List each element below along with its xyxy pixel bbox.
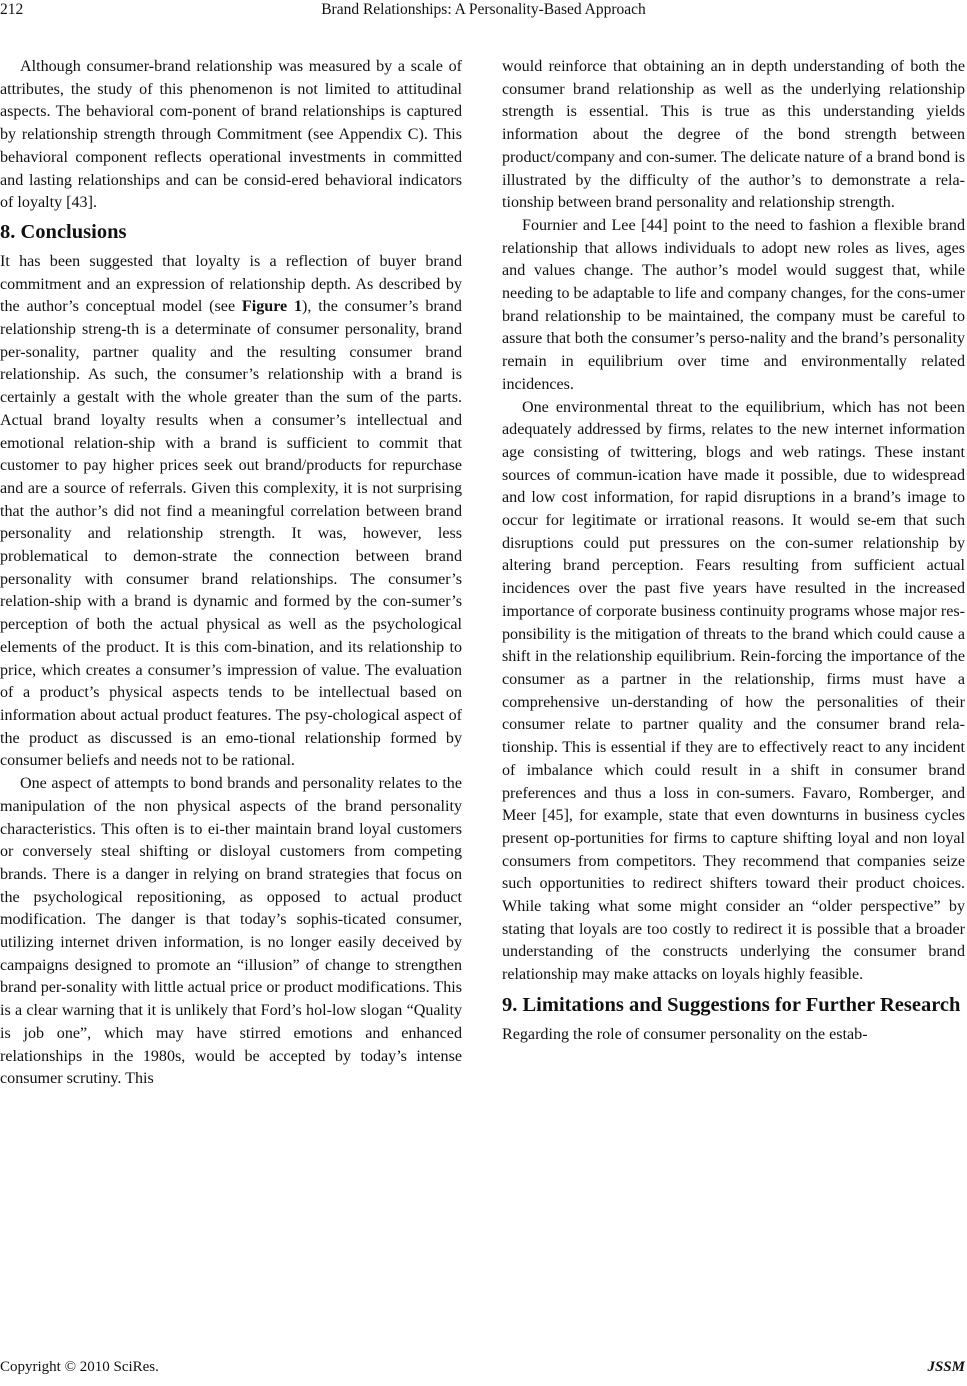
figure-reference-link[interactable]: Figure 1 bbox=[241, 298, 303, 316]
paragraph: One aspect of attempts to bond brands and personality relates to the manipulation of the non physical aspects of the brand personality characteristics. This often is to ei-ther maintain brand loyal customers or conversely steal shifting or disloyal customers from competing brands. There is a danger in relying on brand strategies that focus on the psychological repositioning, as opposed to actual product modification. The danger is that today’s sophis-ticated consumer, utilizing internet driven information, is no longer easily deceived by campaigns designed to promote an “illusion” of change to strengthen brand per-sonality with little actual price or product modifications. This is a clear warning that it is unlikely that Ford’s hol-low slogan “Quality is job one”, which may have stirred emotions and enhanced relationships in the 1980s, would be accepted by today’s intense consumer scrutiny. This bbox=[0, 775, 462, 1088]
section-heading-limitations: 9. Limitations and Suggestions for Further Research bbox=[502, 993, 961, 1016]
paragraph: would reinforce that obtaining an in depth understanding of both the consumer brand relationship as well as the underlying relationship strength is essential. This is true as this understanding yields information about the degree of the bond strength between product/company and con-sumer. The delicate nature of a brand bond is illustrated by the difficulty of the author’s to demonstrate a rela-tionship between brand personality and relationship strength. bbox=[502, 58, 965, 212]
paragraph-text: It has been suggested that loyalty is a reflection of buyer brand commitment and an expression of relationship depth. As described by the author’s conceptual model (see bbox=[0, 252, 462, 316]
page-header bbox=[0, 0, 967, 28]
page-footer bbox=[0, 1359, 967, 1383]
paragraph: One environmental threat to the equilibrium, which has not been adequately addressed by firms, relates to the new internet information age consisting of twittering, blogs and web ratings. These instant sources of commun-ication have made it possible, due to widespread and low cost information, for rapid disruptions in a brand’s image to occur for legitimate or irrational reasons. It would se-em that such disruptions could put pressures on the con-sumer relationship by altering brand perception. Fears resulting from sufficient actual incidences over the past five years have resulted in the increased importance of corporate business continuity programs whose major res-ponsibility is the mitigation of threats to the brand which could cause a shift in the relationship equilibrium. Rein-forcing the importance of the consumer as a partner in the relationship, firms must have a comprehensive un-derstanding of how the personalities of their consumer relate to partner quality and the consumer brand rela-tionship. This is essential if they are to effectively react to any incident of imbalance which could result in a shift in consumer brand preferences and thus a loss in con-sumers. Favaro, Romberger, and Meer [45], for example, state that even downturns in business cycles present op-portunities for firms to capture shifting loyal and non loyal consumers from competitors. They recommend that companies seize such opportunities to redirect shifters toward their product choices. While taking what some might consider an “older perspective” by stating that loyals are too costly to redirect it is possible that a broader understanding of the constructs underlying the consumer brand relationship may make attacks on loyals highly feasible. bbox=[502, 398, 965, 984]
journal-abbreviation: JSSM bbox=[927, 1359, 965, 1375]
paragraph-text: ), the consumer’s brand relationship streng-th is a determinate of consumer personality, brand per-sonality, partner quality and the resulting consumer brand relationship. As such, the consumer’s relationship with a brand is certainly a gestalt with the whole greater than the sum of the parts. Actual brand loyalty results when a consumer’s intellectual and emotional relation-ship with a brand is sufficient to commit that customer to pay higher prices seek out brand/products for repurchase and are a source of referrals. Given this complexity, it is not surprising that the author’s did not find a meaningful correlation between brand personality and relationship strength. It was, however, less problematical to demon-strate the connection between brand personality with consumer brand relationships. The consumer’s relation-ship with a brand is dynamic and formed by the con-sumer’s perception of both the actual physical as well as the psychological elements of the product. It is this com-bination, and its relationship to price, which creates a consumer’s impression of value. The evaluation of a product’s physical aspects tends to be intellectual based on information about actual product features. The psy-chological aspect of the product as discussed is an emo-tional relationship formed by consumer beliefs and needs not to be rational. bbox=[0, 298, 462, 770]
section-heading-conclusions: 8. Conclusions bbox=[0, 220, 127, 243]
paragraph bbox=[0, 251, 462, 773]
paragraph: Regarding the role of consumer personality on the estab- bbox=[502, 1025, 868, 1043]
running-title: Brand Relationships: A Personality-Based Approach bbox=[321, 1, 646, 18]
right-column bbox=[502, 56, 965, 1047]
copyright-notice: Copyright © 2010 SciRes. bbox=[0, 1359, 159, 1375]
left-column bbox=[0, 56, 462, 1091]
paragraph: Fournier and Lee [44] point to the need to fashion a flexible brand relationship that allows individuals to adopt new roles as lives, ages and values change. The author’s model would suggest that, while needing to be adaptable to life and company changes, for the cons-umer brand relationship to be maintained, the company must be careful to assure that both the consumer’s perso-nality and the brand’s personality remain in equilibrium over time and environmentally related incidences. bbox=[502, 216, 965, 393]
page-number: 212 bbox=[0, 1, 24, 18]
paragraph: Although consumer-brand relationship was measured by a scale of attributes, the study of this phenomenon is not limited to attitudinal aspects. The behavioral com-ponent of brand relationships is captured by relationship strength through Commitment (see Appendix C). This behavioral component reflects operational investments in committed and lasting relationships and can be consid-ered behavioral indicators of loyalty [43]. bbox=[0, 58, 462, 212]
